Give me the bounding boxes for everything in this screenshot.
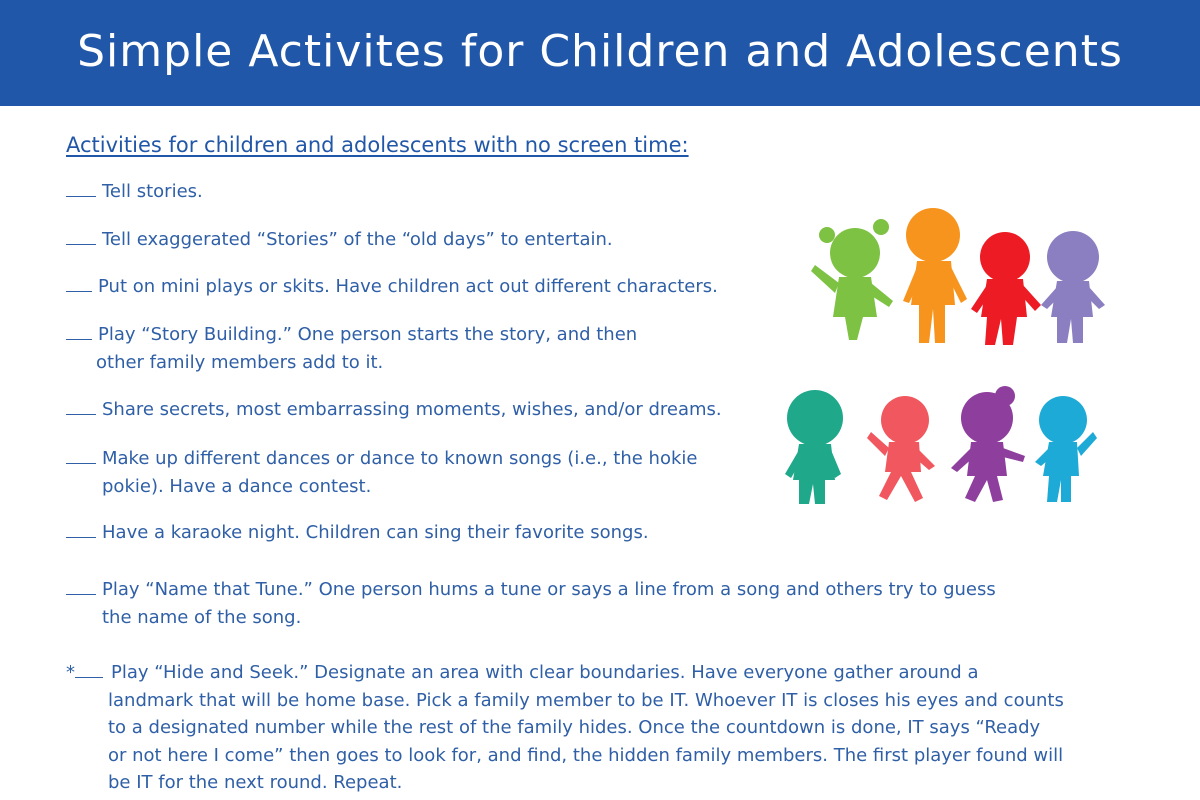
checkbox-blank [66,578,96,595]
checkbox-blank [66,398,96,415]
item-text: Share secrets, most embarrassing moments, wishes, and/or dreams. [102,399,722,420]
color-fill [873,219,889,235]
color-fill [881,396,929,444]
child-silhouette-purple [1041,231,1105,343]
list-item [66,519,649,547]
color-fill [906,208,960,262]
list-item-continuation: landmark that will be home base. Pick a family member to be IT. Whoever IT is closes his eyes and counts [108,690,1064,711]
child-silhouette-red [971,232,1041,345]
list-item [66,226,613,254]
list-item-continuation: pokie). Have a dance contest. [102,476,372,497]
list-item [66,321,637,349]
item-text: Tell stories. [102,181,203,202]
checkbox-blank [66,275,92,292]
checkbox-blank [66,521,96,538]
list-item-continuation: or not here I come” then goes to look for, and find, the hidden family members. The first player found will [108,745,1064,766]
children-silhouettes-top [805,205,1115,350]
color-fill [787,390,843,446]
list-item-continuation: other family members add to it. [96,352,384,373]
checkbox-blank [75,661,103,678]
list-item-continuation: the name of the song. [102,607,302,628]
section-subheading: Activities for children and adolescents with no screen time: [66,133,689,157]
color-fill [1039,396,1087,444]
item-text: Make up different dances or dance to known songs (i.e., the hokie [102,448,698,469]
item-text: Play “Hide and Seek.” Designate an area with clear boundaries. Have everyone gather around a [111,662,979,683]
list-item-continuation: to a designated number while the rest of the family hides. Once the countdown is done, IT says “Ready [108,717,1041,738]
page-title: Simple Activites for Children and Adolescents [77,26,1123,77]
item-text: Have a karaoke night. Children can sing their favorite songs. [102,522,649,543]
list-item [66,396,722,424]
checkbox-blank [66,180,96,197]
asterisk-marker: * [66,662,75,683]
child-silhouette-green [811,219,893,340]
child-silhouette-coral [867,396,935,502]
child-silhouette-orange [903,208,967,343]
children-silhouettes-bottom [775,380,1100,510]
item-text: Put on mini plays or skits. Have children act out different characters. [98,276,718,297]
item-text: Play “Story Building.” One person starts the story, and then [98,324,638,345]
color-fill [1047,231,1099,283]
checkbox-blank [66,228,96,245]
list-item [66,445,697,473]
list-item [66,659,978,687]
list-item [66,178,203,206]
title-banner [0,0,1200,106]
list-item [66,576,996,604]
checkbox-blank [66,447,96,464]
list-item-continuation: be IT for the next round. Repeat. [108,772,403,793]
child-silhouette-violet [951,386,1025,502]
list-item [66,273,718,301]
item-text: Tell exaggerated “Stories” of the “old days” to entertain. [102,229,613,250]
color-fill [830,228,880,278]
color-fill [980,232,1030,282]
color-fill [819,227,835,243]
child-silhouette-teal [785,390,843,504]
child-silhouette-blue [1035,396,1097,502]
item-text: Play “Name that Tune.” One person hums a tune or says a line from a song and others try to guess [102,579,996,600]
checkbox-blank [66,323,92,340]
color-fill [995,386,1015,406]
